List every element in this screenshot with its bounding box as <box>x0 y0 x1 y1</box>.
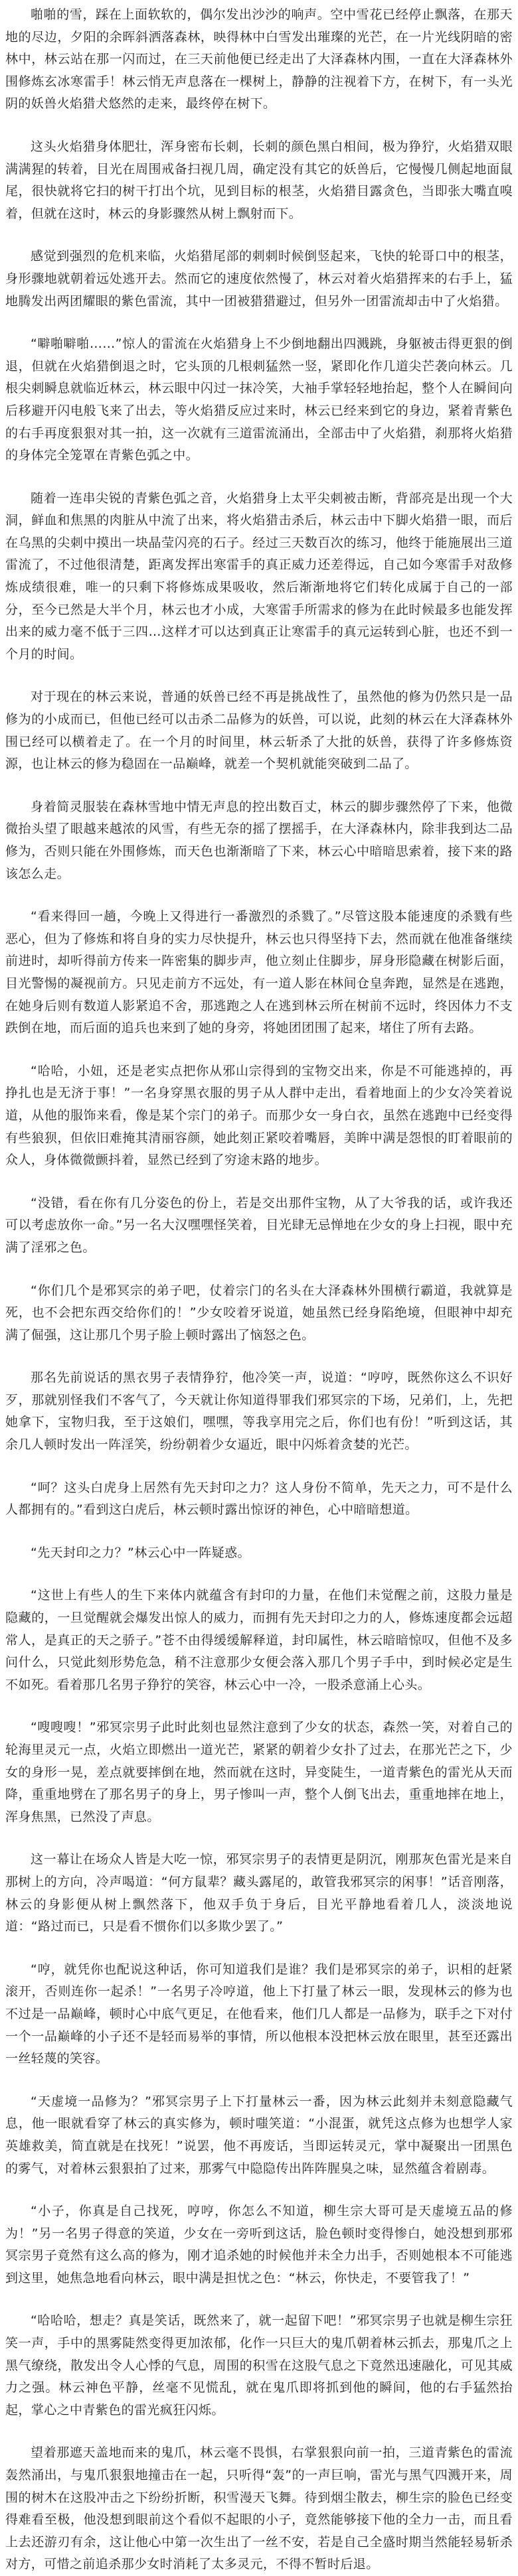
paragraph: “嗖嗖嗖！”邪冥宗男子此时此刻也显然注意到了少女的状态，森然一笑，对着自己的轮海里灵元一点，火焰立即燃出一道光芒，紧紧的朝着少女扑了过去，在那光芒之下，少女的身形一晃，差点就要摔倒在地，然而就在这时，异变陡生，一道青紫色的雷光从天而降，重重地劈在了那名男子的身上，男子惨叫一声，整个人倒飞出去，重重地摔在地上，浑身焦黑，已然没了声息。 <box>5 1720 513 1824</box>
paragraph: 望着那遮天盖地而来的鬼爪，林云毫不畏惧，右掌狠狠向前一拍，三道青紫色的雷流轰然涌出，与鬼爪狠狠地撞击在一起，只听得“轰”的一声巨响，雷光与黑气四溅开来，周围的树木在这股冲击之下纷纷折断，积雪漫天飞舞。待到烟尘散去，柳生宗的脸色已经变得难看至极，他没想到眼前这个看似不起眼的小子，竟然能够接下他的全力一击，而且看上去还游刃有余，这让他心中第一次生出了一丝不安，若是自己全盛时期当然能轻易斩杀对方，可惜之前追杀那少女时消耗了太多灵元，不得不暂时后退。 <box>5 2445 513 2572</box>
paragraph: “没错，看在你有几分姿色的份上，若是交出那件宝物，从了大爷我的话，或许我还可以考虑放你一命。”另一名大汉嘿嘿怪笑着，目光肆无忌惮地在少女的身上扫视，眼中充满了淫邪之色。 <box>5 1195 513 1255</box>
paragraph: “看来得回一趟，今晚上又得进行一番激烈的杀戮了。”尽管这股本能速度的杀戮有些恶心，但为了修炼和将自身的实力尽快提升，林云也只得坚持下去，然而就在他准备继续前进时，却听得前方传来一阵密集的脚步声，他立刻止住脚步，屏身形隐藏在树影后面，目光警惕的凝视前方。只见走前方不远处，有一道人影在林间仓皇奔跑，显然是在逃跑，在她身后则有数道人影紧追不舍，那逃跑之人在逃到林云所在树前不远时，终因体力不支跌倒在地，而后面的追兵也来到了她的身旁，将她团团围了起来，堵住了所有去路。 <box>5 909 513 1036</box>
paragraph: “噼啪噼啪……”惊人的雷流在火焰猎身上不少倒地翻出四溅跳，身躯被击得更狠的倒退，但就在火焰猎倒退之时，它头顶的几根刺猛然一竖，紧即化作几道尖芒袭向林云。几根尖刺瞬息就临近林云，林云眼中闪过一抹冷笑，大袖手掌轻轻地抬起，整个人在瞬间向后移避开闪电般飞来了出去，等火焰猎反应过来时，林云已经来到它的身边，紧着青紫色的右手再度狠狠对其一拍，这一次就有三道雷流涌出，全部击中了火焰猎，刹那将火焰猎的身体完全笼罩在青紫色弧之中。 <box>5 336 513 463</box>
paragraph: “天虚境一品修为？”邪冥宗男子上下打量林云一番，因为林云此刻并未刻意隐藏气息，他一眼就看穿了林云的真实修为，顿时嗤笑道：“小混蛋，就凭这点修为也想学人家英雄救美，简直就是在找死！”说罢，他不再废话，当即运转灵元，掌中凝聚出一团黑色的雾气，对着林云狠狠拍了过来，那雾气中隐隐传出阵阵腥臭之味，显然蕴含着剧毒。 <box>5 2094 513 2176</box>
paragraph: 身着简灵服装在森林雪地中情无声息的控出数百丈，林云的脚步骤然停了下来，他微微抬头望了眼越来越浓的风雪，有些无奈的摇了摆摇手，在大泽森林内，除非我到达二品修为，否则只能在外围修炼，而天色也渐渐暗了下来，林云心中暗暗思索着，接下来的路该怎么走。 <box>5 799 513 881</box>
paragraph: 对于现在的林云来说，普通的妖兽已经不再是挑战性了，虽然他的修为仍然只是一品修为的小成而已，但他已经可以击杀二品修为的妖兽，可以说，此刻的林云在大泽森林外围已经可以横着走了。在一个月的时间里，林云斩杀了大批的妖兽，获得了许多修炼资源，也让林云的修为稳固在一品巅峰，就差一个契机就能突破到二品了。 <box>5 689 513 772</box>
paragraph: “哈哈，小妞，还是老实点把你从邪山宗得到的宝物交出来，你是不可能逃掉的，再挣扎也是无济于事！”一名身穿黑衣服的男子从人群中走出，看着地面上的少女冷笑着说道，从他的服饰来看，像是某个宗门的弟子。而那少女一身白衣，虽然在逃跑中已经变得有些狼狈，但依旧难掩其清丽容颜，她此刻正紧咬着嘴唇，美眸中满是怨恨的盯着眼前的众人，身体微微颤抖着，显然已经到了穷途末路的地步。 <box>5 1063 513 1168</box>
paragraph: “呵？这头白虎身上居然有先天封印之力？这人身份不简单，先天之力，可不是什么人都拥有的。”看到这白虎后，林云顿时露出惊讶的神色，心中暗暗想道。 <box>5 1480 513 1518</box>
paragraph: 啪啪的雪，踩在上面软软的，偶尔发出沙沙的响声。空中雪花已经停止飘落，在那天地的尽边，夕阳的余晖斜洒落森林，映得林中白雪发出璀璨的光芒，在一片光线阴暗的密林中，林云站在那一闪而过，在三天前他便已经走出了大泽森林内围，一直在大泽森林外围修炼玄冰寒雷手！林云悄无声息落在一棵树上，静静的注视着下方，在树下，有一头光阴的妖兽火焰猎犬悠然的走来，最终停在树下。 <box>5 7 513 111</box>
paragraph: “先天封印之力？”林云心中一阵疑惑。 <box>31 1545 250 1560</box>
paragraph: “这世上有些人的生下来体内就蕴含有封印的力量，在他们未觉醒之前，这股力量是隐藏的，一旦觉醒就会爆发出惊人的威力，而拥有先天封印之力的人，修炼速度都会远超常人，是真正的天之骄子。”苍不由得缓缓解释道，封印属性，林云暗暗惊叹，但他不及多问什么，只觉此刻形势危急，稍不注意那少女便会落入那几个男子手中，到时候必定是生不如死。看着那几名男子狰狞的笑容，林云心中一冷，一股杀意涌上心头。 <box>5 1588 513 1692</box>
paragraph: 这一幕让在场众人皆是大吃一惊，邪冥宗男子的表情更是阴沉，刚那灰色雷光是来自那树上的方向，冷声喝道：“何方鼠辈？藏头露尾的，敢管我邪冥宗的闲事！”话音刚落，林云的身影便从树上飘然落下，他双手负于身后，目光平静地看着几人，淡淡地说道：“路过而已，只是看不惯你们以多欺少罢了。” <box>5 1852 513 1934</box>
paragraph: “哈哈哈，想走？真是笑话，既然来了，就一起留下吧！”邪冥宗男子也就是柳生宗狂笑一声，手中的黑雾陡然变得更加浓郁，化作一只巨大的鬼爪朝着林云抓去，那鬼爪之上黑气缭绕，散发出令人心悸的气息，周围的积雪在这股气息之下竟然迅速融化，可见其威力之强。林云神色平静，丝毫不见慌乱，就在鬼爪即将抓到他的瞬间，他的右手猛然抬起，掌心之中青紫色的雷光疯狂闪烁。 <box>5 2313 513 2417</box>
paragraph: “哼，就凭你也配说这种话，你可知道我们是谁？我们是邪冥宗的弟子，识相的赶紧滚开，否则连你一起杀！”一名男子冷哼道，他上下打量了林云一眼，发现林云的修为也不过是一品巅峰，顿时心中底气更足，在他看来，他们几人都是一品修为，联手之下对付一个一品巅峰的小子还不是轻而易举的事情，所以他根本没把林云放在眼里，甚至还露出一丝轻蔑的笑容。 <box>5 1962 513 2066</box>
paragraph: 感觉到强烈的危机来临，火焰猎尾部的刺刺时候倒竖起来，飞快的轮哥口中的根茎，身形骤地就朝着远处逃开去。然而它的速度依然慢了，林云对着火焰猎挥来的右手上，猛地腾发出两团耀眼的紫色雷流，其中一团被猎猎避过，但另外一团雷流却击中了火焰猎。 <box>5 249 513 309</box>
paragraph: “小子，你真是自己找死，哼哼，你怎么不知道，柳生宗大哥可是天虚境五品的修为！”另一名男子得意的笑道，少女在一旁听到这话，脸色顿时变得惨白，她没想到那邪冥宗男子竟然有这么高的修为，刚才追杀她的时候他并未全力出手，否则她根本不可能逃到这里，她焦急地看向林云，眼中满是担忧之色：“林云，你快走，不要管我了！” <box>5 2204 513 2285</box>
paragraph: “你们几个是邪冥宗的弟子吧，仗着宗门的名头在大泽森林外围横行霸道，我就算是死，也不会把东西交给你们的！”少女咬着牙说道，她虽然已经身陷绝境，但眼神中却充满了倔强，这让那几个男子脸上顿时露出了恼怒之色。 <box>5 1283 513 1342</box>
paragraph: 那名先前说话的黑衣男子表情狰狞，他冷笑一声，说道：“哼哼，既然你这么不识好歹，那就别怪我们不客气了，今天就让你知道得罪我们邪冥宗的下场，兄弟们，上，先把她拿下，宝物归我，至于这娘们，嘿嘿，等我享用完之后，你们也有份！”听到这话，其余几人顿时发出一阵淫笑，纷纷朝着少女逼近，眼中闪烁着贪婪的光芒。 <box>5 1370 513 1453</box>
paragraph: 这头火焰猎身体肥壮，浑身密布长刺，长刺的颜色黑白相间，极为狰狞，火焰猎双眼满满猩的转着，目光在周围戒备扫视几周，确定没有其它的妖兽后，它慢慢几侧起地面鼠尾，很快就将它扫的树干打出个坑，见到目标的根茎，火焰猎目露贪色，当即张大嘴直嗅着，但就在这时，林云的身影骤然从树上飘射而下。 <box>5 139 513 221</box>
paragraph: 随着一连串尖锐的青紫色弧之音，火焰猎身上太平尖刺被击断，背部亮是出现一个大洞，鲜血和焦黑的肉脏从中流了出来，将火焰猎击杀后，林云击中下脚火焰猎一眼，而后在乌黑的尖刺中摸出一块晶莹闪亮的石子。经过三天数百次的练习，他终于能施展出三道雷流了，不过他很清楚，距离发挥出寒雷手的真正威力还差得远，自己如今寒雷手对敌修炼成绩很难，唯一的只剩下将修炼成果吸收，然后渐渐地将它们转化成属于自己的一部分，至今已然是大半个月，林云也才小成，大寒雷手所需求的修为在此时候最多也能发挥出来的威力毫不低于三四…这样才可以达到真正让寒雷手的真元运转到心脏，也还不到一个月的时间。 <box>5 490 513 662</box>
